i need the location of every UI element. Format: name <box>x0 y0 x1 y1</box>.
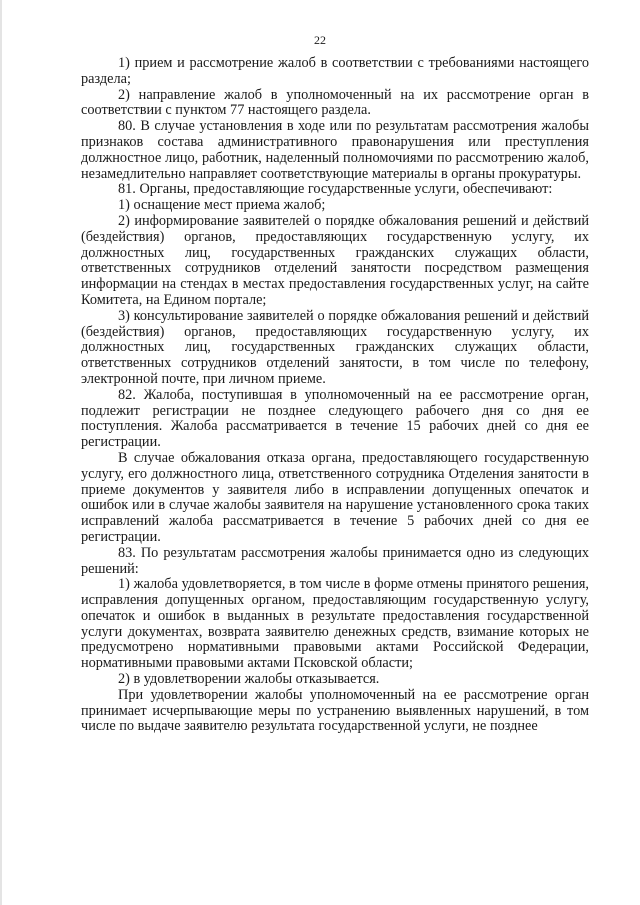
document-body <box>81 56 589 735</box>
paragraph-section-82: 82. Жалоба, поступившая в уполномоченный на ее рассмотрение орган, подлежит регистрации не позднее следующего рабочего дня со дня ее поступления. Жалоба рассматривается в течение 15 рабочих дней со дня ее регистрации. <box>81 386 589 451</box>
paragraph-83-item-1: 1) жалоба удовлетворяется, в том числе в форме отмены принятого решения, исправления допущенных органом, предоставляющим государственную услугу, опечаток и ошибок в выданных в результате предоставления государственной услуги документах, возврата заявителю денежных средств, взимание которых не предусмотрено нормативными правовыми актами Российской Федерации, нормативными правовыми актами Псковской области; <box>81 576 589 672</box>
paragraph-section-83: 83. По результатам рассмотрения жалобы принимается одно из следующих решений: <box>81 544 589 577</box>
page-number: 22 <box>314 33 326 47</box>
paragraph-81-item-1: 1) оснащение мест приема жалоб; <box>118 197 326 214</box>
paragraph-81-item-2: 2) информирование заявителей о порядке обжалования решений и действий (бездействия) органов, предоставляющих государственную услугу, их должностных лиц, государственных гражданских служащих области, ответственных сотрудников отделений занятости посредством размещения информации на стендах в местах предоставления государственных услуг, на сайте Комитета, на Едином портале; <box>81 212 589 308</box>
paragraph-item-1: 1) прием и рассмотрение жалоб в соответствии с требованиями настоящего раздела; <box>81 55 589 87</box>
page-edge-shadow <box>0 0 2 905</box>
paragraph-81-item-3: 3) консультирование заявителей о порядке обжалования решений и действий (бездействия) органов, предоставляющих государственную услугу, их должностных лиц, государственных гражданских служащих области, ответственных сотрудников отделений занятости, в том числе по телефону, электронной почте, при личном приеме. <box>81 307 589 387</box>
paragraph-83-satisfaction: При удовлетворении жалобы уполномоченный на ее рассмотрение орган принимает исчерпывающие меры по устранению выявленных нарушений, в том числе по выдаче заявителю результата государственной услуги, не позднее <box>81 686 589 735</box>
paragraph-83-item-2: 2) в удовлетворении жалобы отказывается. <box>118 671 380 688</box>
paragraph-item-2: 2) направление жалоб в уполномоченный на их рассмотрение орган в соответствии с пунктом 77 настоящего раздела. <box>81 86 589 119</box>
paragraph-section-81: 81. Органы, предоставляющие государственные услуги, обеспечивают: <box>118 181 553 198</box>
paragraph-82-refusal-case: В случае обжалования отказа органа, предоставляющего государственную услугу, его должностного лица, ответственного сотрудника Отделения занятости в приеме документов у заявителя либо в исправлении допущенных опечаток и ошибок или в случае жалобы заявителя на нарушение установленного срока таких исправлений жалоба рассматривается в течение 5 рабочих дней со дня ее регистрации. <box>81 449 589 545</box>
paragraph-section-80: 80. В случае установления в ходе или по результатам рассмотрения жалобы признаков состава административного правонарушения или преступления должностное лицо, работник, наделенный полномочиями по рассмотрению жалоб, незамедлительно направляет соответствующие материалы в органы прокуратуры. <box>81 118 589 182</box>
